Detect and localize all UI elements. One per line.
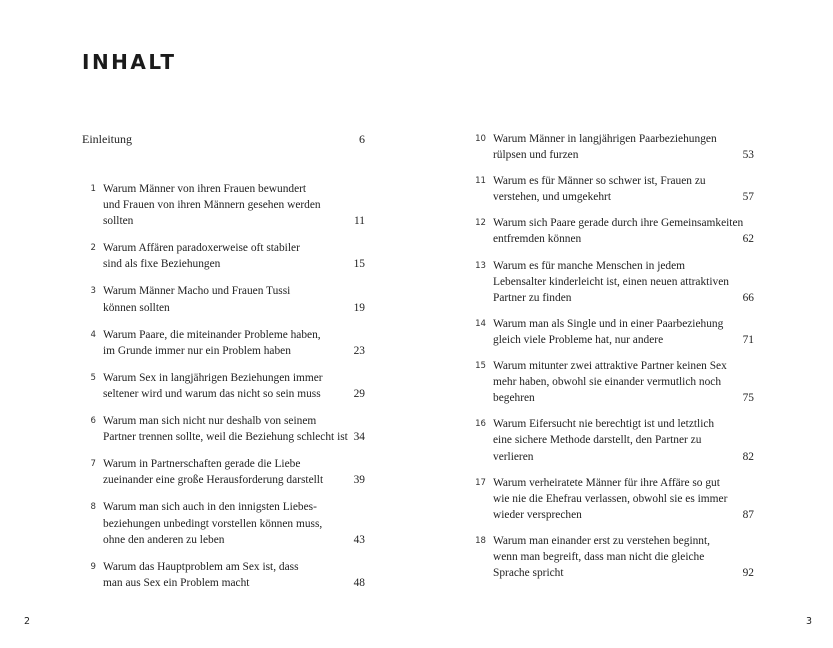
toc-entry [82, 181, 365, 229]
chapter-number: 15 [475, 361, 486, 372]
toc-entry [82, 240, 365, 272]
chapter-title-line: im Grunde immer nur ein Problem haben [103, 344, 291, 357]
chapter-number: 18 [475, 535, 486, 546]
chapter-title-line: begehren [493, 392, 535, 405]
chapter-title-line: Warum man einander erst zu verstehen beginnt, [493, 534, 711, 547]
toc-page-number: 82 [742, 450, 754, 463]
chapter-number: 14 [475, 318, 486, 329]
page-number-left: 2 [24, 616, 31, 627]
chapter-title-line: Warum es für manche Menschen in jedem [493, 259, 686, 272]
toc-page-number: 66 [742, 291, 754, 304]
toc-page-number: 92 [742, 567, 754, 580]
chapter-title-line: entfremden können [493, 233, 582, 246]
chapter-number: 2 [90, 243, 96, 254]
chapter-title-line: Warum verheiratete Männer für ihre Affäre so gut [493, 476, 720, 489]
chapter-title-line: Warum Sex in langjährigen Beziehungen immer [103, 371, 323, 384]
toc-entry [472, 258, 754, 306]
chapter-number: 11 [475, 176, 486, 187]
toc-entry [472, 475, 754, 523]
toc-entry [472, 358, 754, 406]
chapter-title-line: Warum in Partnerschaften gerade die Liebe [103, 458, 301, 471]
chapter-number: 12 [475, 218, 486, 229]
chapter-number: 5 [90, 372, 96, 383]
toc-entry [82, 370, 365, 402]
chapter-title-line: Warum es für Männer so schwer ist, Frauen zu [493, 175, 706, 188]
toc-page-number: 29 [353, 387, 365, 400]
chapter-number: 13 [475, 260, 486, 271]
toc-page-number: 19 [353, 301, 365, 314]
toc-entry [472, 533, 754, 581]
toc-entry-intro [82, 131, 365, 147]
toc-entry [472, 131, 754, 163]
chapter-title-line: Lebensalter kinderleicht ist, einen neuen attraktiven [493, 275, 729, 288]
chapter-title-line: wie nie die Ehefrau verlassen, obwohl sie es immer [493, 492, 728, 505]
toc-entry [472, 215, 754, 247]
chapter-title-line: zueinander eine große Herausforderung darstellt [103, 474, 324, 487]
chapter-title-line: Warum Männer von ihren Frauen bewundert [103, 183, 307, 195]
chapter-title-line: Warum Männer Macho und Frauen Tussi [103, 285, 291, 298]
chapter-number: 3 [90, 286, 96, 297]
toc-list-right [472, 131, 754, 581]
chapter-title-line: Warum Eifersucht nie berechtigt ist und letztlich [493, 418, 715, 431]
chapter-title-line: sollten [103, 215, 134, 228]
toc-list-left [82, 181, 365, 591]
toc-entry [82, 283, 365, 315]
toc-entry [82, 559, 365, 591]
chapter-title-line: Warum mitunter zwei attraktive Partner keinen Sex [493, 360, 727, 373]
toc-page-number: 34 [353, 431, 365, 444]
chapter-title-line: wieder versprechen [493, 508, 582, 521]
toc-page-number: 57 [742, 191, 754, 204]
chapter-title-line: verstehen, und umgekehrt [493, 191, 611, 204]
page-title: INHALT [82, 50, 177, 74]
chapter-number: 9 [90, 561, 96, 572]
toc-page-number: 75 [742, 392, 754, 405]
chapter-title-line: sind als fixe Beziehungen [103, 258, 221, 271]
chapter-title-line: gleich viele Probleme hat, nur andere [493, 333, 664, 346]
toc-page-number: 11 [354, 215, 365, 228]
chapter-title-line: seltener wird und warum das nicht so sein muss [103, 387, 321, 400]
chapter-title-line: mehr haben, obwohl sie einander vermutlich noch [493, 376, 722, 389]
chapter-title-line: Warum Paare, die miteinander Probleme haben, [103, 328, 321, 341]
chapter-title-line: und Frauen von ihren Männern gesehen werden [103, 199, 321, 212]
chapter-title-line: Warum Affären paradoxerweise oft stabiler [103, 242, 300, 255]
toc-entry [472, 173, 754, 205]
toc-page-number: 23 [353, 344, 365, 357]
toc-page-number: 39 [353, 474, 365, 487]
toc-entry [82, 499, 365, 547]
chapter-title-line: eine sichere Methode darstellt, den Partner zu [493, 434, 702, 447]
chapter-number: 4 [90, 329, 96, 340]
toc-page-number: 43 [353, 533, 365, 546]
chapter-number: 8 [90, 502, 96, 513]
chapter-title-line: Partner trennen sollte, weil die Beziehung schlecht ist [103, 431, 348, 444]
toc-page-number: 87 [742, 508, 754, 521]
chapter-title-line: ohne den anderen zu leben [103, 533, 225, 546]
chapter-number: 16 [475, 419, 486, 430]
toc-page-number: 62 [742, 233, 754, 246]
page-number-right: 3 [806, 616, 813, 627]
toc-page-number: 15 [353, 258, 365, 271]
toc-column-right [472, 131, 754, 591]
chapter-title-line: Warum man sich nicht nur deshalb von seinem [103, 415, 317, 428]
chapter-title-line: beziehungen unbedingt vorstellen können muss, [103, 517, 323, 530]
chapter-number: 6 [90, 416, 96, 427]
toc-entry [82, 413, 365, 445]
chapter-title-line: Warum sich Paare gerade durch ihre Gemeinsamkeiten [493, 217, 744, 230]
toc-column-left [82, 131, 365, 602]
chapter-title-line: verlieren [493, 450, 534, 463]
toc-entry [472, 316, 754, 348]
chapter-title-line: Warum man sich auch in den innigsten Liebes- [103, 501, 317, 514]
toc-page-number: 6 [359, 132, 365, 146]
toc-entry [82, 327, 365, 359]
chapter-number: 17 [475, 477, 486, 488]
chapter-title-line: Warum man als Single und in einer Paarbeziehung [493, 317, 724, 330]
chapter-title-line: man aus Sex ein Problem macht [103, 576, 250, 589]
chapter-title-line: können sollten [103, 301, 170, 314]
toc-entry-title: Einleitung [82, 132, 132, 146]
toc-page-number: 48 [353, 576, 365, 589]
chapter-number: 7 [90, 459, 96, 470]
chapter-title-line: Warum Männer in langjährigen Paarbeziehungen [493, 133, 717, 145]
chapter-title-line: Partner zu finden [493, 291, 572, 304]
toc-page-number: 71 [742, 333, 754, 346]
toc-entry [472, 416, 754, 464]
chapter-title-line: wenn man begreift, dass man nicht die gleiche [493, 550, 705, 563]
chapter-number: 1 [90, 184, 96, 194]
chapter-number: 10 [475, 134, 486, 144]
toc-page-number: 53 [742, 149, 754, 162]
chapter-title-line: Sprache spricht [493, 567, 564, 580]
chapter-title-line: Warum das Hauptproblem am Sex ist, dass [103, 560, 299, 573]
chapter-title-line: rülpsen und furzen [493, 149, 579, 162]
toc-entry [82, 456, 365, 488]
